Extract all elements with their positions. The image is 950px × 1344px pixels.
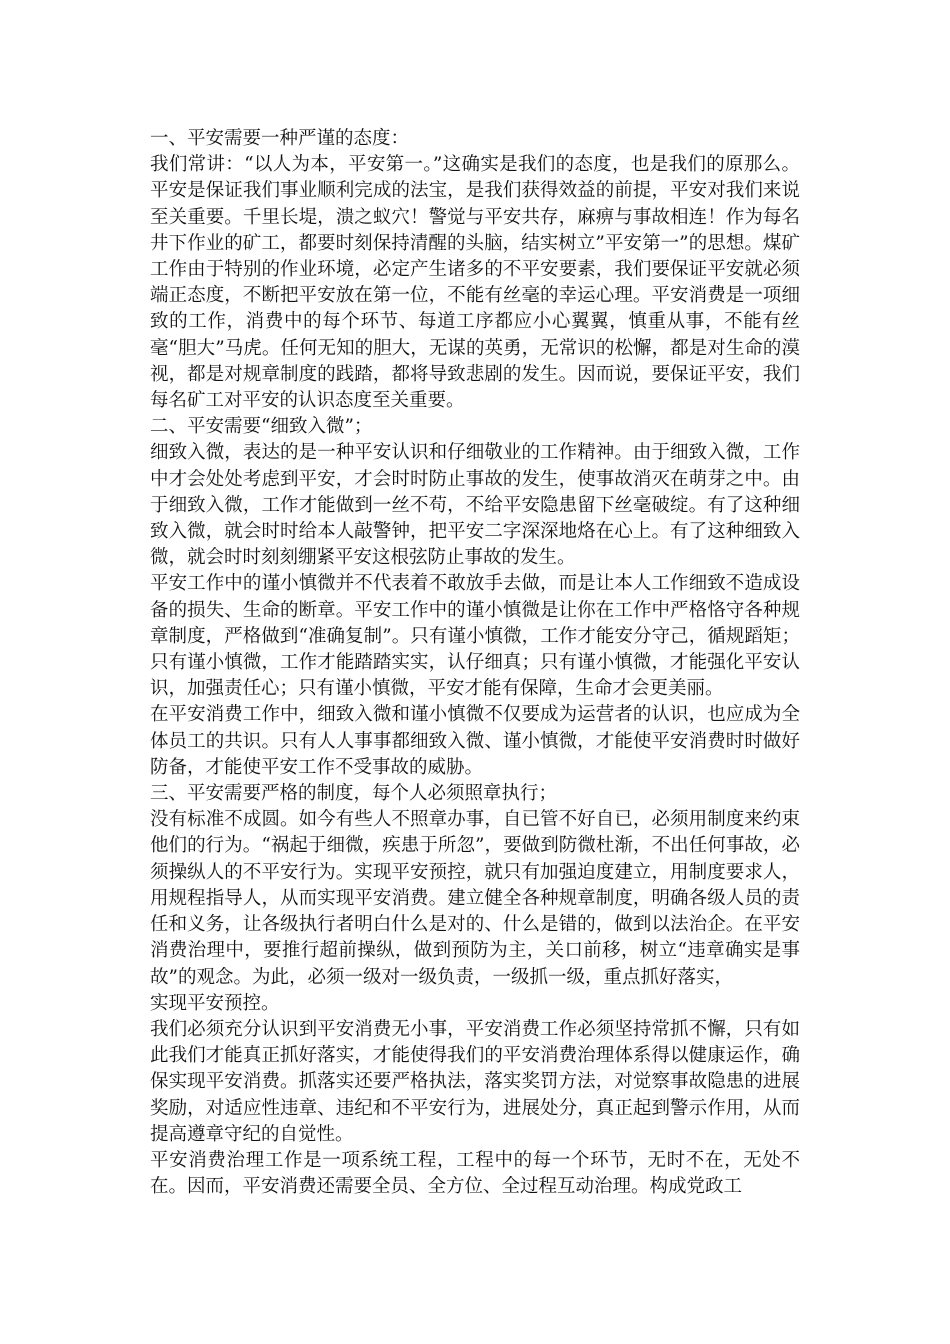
paragraph-attitude: 我们常讲：“以人为本，平安第一。”这确实是我们的态度，也是我们的原那么。平安是保证我们事业顺利完成的法宝，是我们获得效益的前提，平安对我们来说至关重要。千里长堤，溃之蚁穴！警觉与平安共存，麻痹与事故相连！作为每名井下作业的矿工，都要时刻保持清醒的头脑，结实树立”平安第一”的思想。煤矿工作由于特别的作业环境，必定产生诸多的不平安要素，我们要保证平安就必须端正态度，不断把平安放在第一位，不能有丝毫的幸运心理。平安消费是一项细致的工作，消费中的每个环节、每道工序都应小心翼翼，慎重从事，不能有丝毫“胆大”马虎。任何无知的胆大，无谋的英勇，无常识的松懈，都是对生命的漠视，都是对规章制度的践踏，都将导致悲剧的发生。因而说，要保证平安，我们每名矿工对平安的认识态度至关重要。: [150, 154, 800, 412]
paragraph-system: 平安消费治理工作是一项系统工程，工程中的每一个环节，无时不在，无处不在。因而，平安消费还需要全员、全方位、全过程互动治理。构成党政工: [150, 1149, 800, 1198]
paragraph-implementation: 我们必须充分认识到平安消费无小事，平安消费工作必须坚持常抓不懈，只有如此我们才能真正抓好落实，才能使得我们的平安消费治理体系得以健康运作，确保实现平安消费。抓落实还要严格执法，落实奖罚方法，对觉察事故隐患的进展奖励，对适应性违章、违纪和不平安行为，进展处分，真正起到警示作用，从而提高遵章守纪的自觉性。: [150, 1018, 800, 1145]
heading-section-1: 一、平安需要一种严谨的态度：: [150, 128, 410, 149]
paragraph-consensus: 在平安消费工作中，细致入微和谨小慎微不仅要成为运营者的认识，也应成为全体员工的共识。只有人人事事都细致入微、谨小慎微，才能使平安消费时时做好防备，才能使平安工作不受事故的威胁。: [150, 704, 800, 778]
paragraph-prevention: 实现平安预控。: [150, 992, 280, 1014]
heading-section-2: 二、平安需要“细致入微”；: [150, 416, 373, 438]
paragraph-rules: 没有标准不成圆。如今有些人不照章办事，自已管不好自已，必须用制度来约束他们的行为。“祸起于细微，疾患于所忽”，要做到防微杜渐，不出任何事故，必须操纵人的不平安行为。实现平安预控，就只有加强迫度建立，用制度要求人，用规程指导人，从而实现平安消费。建立健全各种规章制度，明确各级人员的责任和义务，让各级执行者明白什么是对的、什么是错的，做到以法治企。在平安消费治理中，要推行超前操纵，做到预防为主，关口前移，树立“违章确实是事故”的观念。为此，必须一级对一级负责，一级抓一级，重点抓好落实，: [150, 809, 800, 988]
document-body: [150, 126, 800, 1200]
paragraph-caution: 平安工作中的谨小慎微并不代表着不敢放手去做，而是让本人工作细致不造成设备的损失、生命的断章。平安工作中的谨小慎微是让你在工作中严格恪守各种规章制度，严格做到“准确复制”。只有谨小慎微，工作才能安分守己，循规蹈矩；只有谨小慎微，工作才能踏踏实实，认仔细真；只有谨小慎微，才能强化平安认识，加强责任心；只有谨小慎微，平安才能有保障，生命才会更美丽。: [150, 573, 800, 700]
heading-section-3: 三、平安需要严格的制度，每个人必须照章执行；: [150, 783, 558, 805]
paragraph-meticulous: 细致入微，表达的是一种平安认识和仔细敬业的工作精神。由于细致入微，工作中才会处处考虑到平安，才会时时防止事故的发生，使事故消灭在萌芽之中。由于细致入微，工作才能做到一丝不苟，不给平安隐患留下丝毫破绽。有了这种细致入微，就会时时给本人敲警钟，把平安二字深深地烙在心上。有了这种细致入微，就会时时刻刻绷紧平安这根弦防止事故的发生。: [150, 442, 800, 569]
